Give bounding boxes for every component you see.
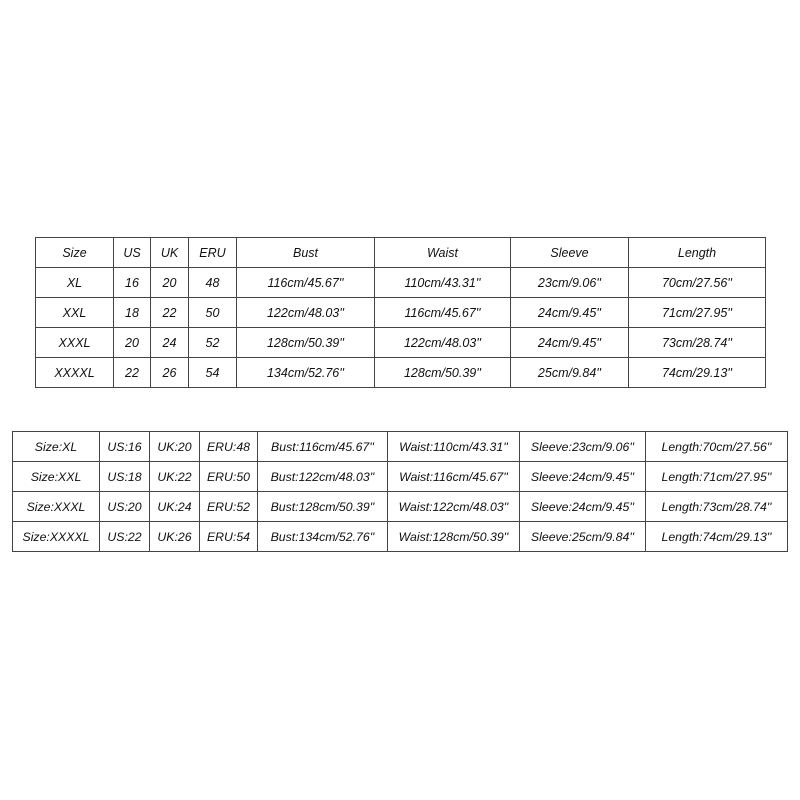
cell-length: Length:74cm/29.13'': [646, 522, 788, 552]
cell-length: 74cm/29.13'': [629, 358, 766, 388]
cell-bust: Bust:128cm/50.39'': [258, 492, 388, 522]
cell-waist: Waist:128cm/50.39'': [388, 522, 520, 552]
cell-bust: Bust:116cm/45.67'': [258, 432, 388, 462]
cell-size: XL: [36, 268, 114, 298]
cell-length: 73cm/28.74'': [629, 328, 766, 358]
cell-sleeve: Sleeve:23cm/9.06'': [520, 432, 646, 462]
cell-uk: UK:26: [150, 522, 200, 552]
cell-waist: 122cm/48.03'': [375, 328, 511, 358]
cell-waist: 116cm/45.67'': [375, 298, 511, 328]
cell-us: US:20: [100, 492, 150, 522]
cell-sleeve: Sleeve:25cm/9.84'': [520, 522, 646, 552]
table-row: [36, 358, 766, 388]
cell-length: Length:71cm/27.95'': [646, 462, 788, 492]
header-sleeve: Sleeve: [511, 238, 629, 268]
cell-us: 18: [114, 298, 151, 328]
cell-size: Size:XL: [13, 432, 100, 462]
cell-us: US:16: [100, 432, 150, 462]
cell-uk: UK:20: [150, 432, 200, 462]
header-length: Length: [629, 238, 766, 268]
header-waist: Waist: [375, 238, 511, 268]
cell-sleeve: 24cm/9.45'': [511, 328, 629, 358]
cell-bust: 116cm/45.67'': [237, 268, 375, 298]
cell-uk: 20: [151, 268, 189, 298]
cell-bust: 122cm/48.03'': [237, 298, 375, 328]
cell-us: 16: [114, 268, 151, 298]
cell-uk: UK:24: [150, 492, 200, 522]
cell-sleeve: Sleeve:24cm/9.45'': [520, 462, 646, 492]
cell-eru: 54: [189, 358, 237, 388]
cell-waist: Waist:110cm/43.31'': [388, 432, 520, 462]
cell-bust: Bust:134cm/52.76'': [258, 522, 388, 552]
cell-size: Size:XXXXL: [13, 522, 100, 552]
table-row: [13, 492, 788, 522]
cell-length: 71cm/27.95'': [629, 298, 766, 328]
cell-size: Size:XXL: [13, 462, 100, 492]
cell-bust: 128cm/50.39'': [237, 328, 375, 358]
header-size: Size: [36, 238, 114, 268]
table-row: [13, 462, 788, 492]
size-chart-table: [35, 237, 766, 388]
cell-size: XXXL: [36, 328, 114, 358]
cell-us: 20: [114, 328, 151, 358]
header-row: [36, 238, 766, 268]
header-us: US: [114, 238, 151, 268]
table-row: [13, 432, 788, 462]
cell-size: XXXXL: [36, 358, 114, 388]
cell-size: XXL: [36, 298, 114, 328]
table-row: [36, 268, 766, 298]
cell-us: US:18: [100, 462, 150, 492]
cell-sleeve: 23cm/9.06'': [511, 268, 629, 298]
cell-length: Length:70cm/27.56'': [646, 432, 788, 462]
cell-length: Length:73cm/28.74'': [646, 492, 788, 522]
cell-waist: 110cm/43.31'': [375, 268, 511, 298]
cell-uk: 22: [151, 298, 189, 328]
cell-eru: ERU:48: [200, 432, 258, 462]
cell-waist: Waist:116cm/45.67'': [388, 462, 520, 492]
table-row: [36, 298, 766, 328]
cell-eru: ERU:52: [200, 492, 258, 522]
cell-eru: ERU:50: [200, 462, 258, 492]
cell-waist: 128cm/50.39'': [375, 358, 511, 388]
cell-eru: 50: [189, 298, 237, 328]
cell-sleeve: Sleeve:24cm/9.45'': [520, 492, 646, 522]
cell-sleeve: 24cm/9.45'': [511, 298, 629, 328]
cell-uk: UK:22: [150, 462, 200, 492]
cell-length: 70cm/27.56'': [629, 268, 766, 298]
cell-us: US:22: [100, 522, 150, 552]
cell-size: Size:XXXL: [13, 492, 100, 522]
header-eru: ERU: [189, 238, 237, 268]
table-row: [13, 522, 788, 552]
cell-waist: Waist:122cm/48.03'': [388, 492, 520, 522]
cell-uk: 26: [151, 358, 189, 388]
cell-us: 22: [114, 358, 151, 388]
table-row: [36, 328, 766, 358]
size-chart-inline-table: [12, 431, 788, 552]
cell-eru: 48: [189, 268, 237, 298]
cell-bust: 134cm/52.76'': [237, 358, 375, 388]
cell-uk: 24: [151, 328, 189, 358]
cell-eru: ERU:54: [200, 522, 258, 552]
cell-bust: Bust:122cm/48.03'': [258, 462, 388, 492]
header-uk: UK: [151, 238, 189, 268]
header-bust: Bust: [237, 238, 375, 268]
cell-sleeve: 25cm/9.84'': [511, 358, 629, 388]
cell-eru: 52: [189, 328, 237, 358]
